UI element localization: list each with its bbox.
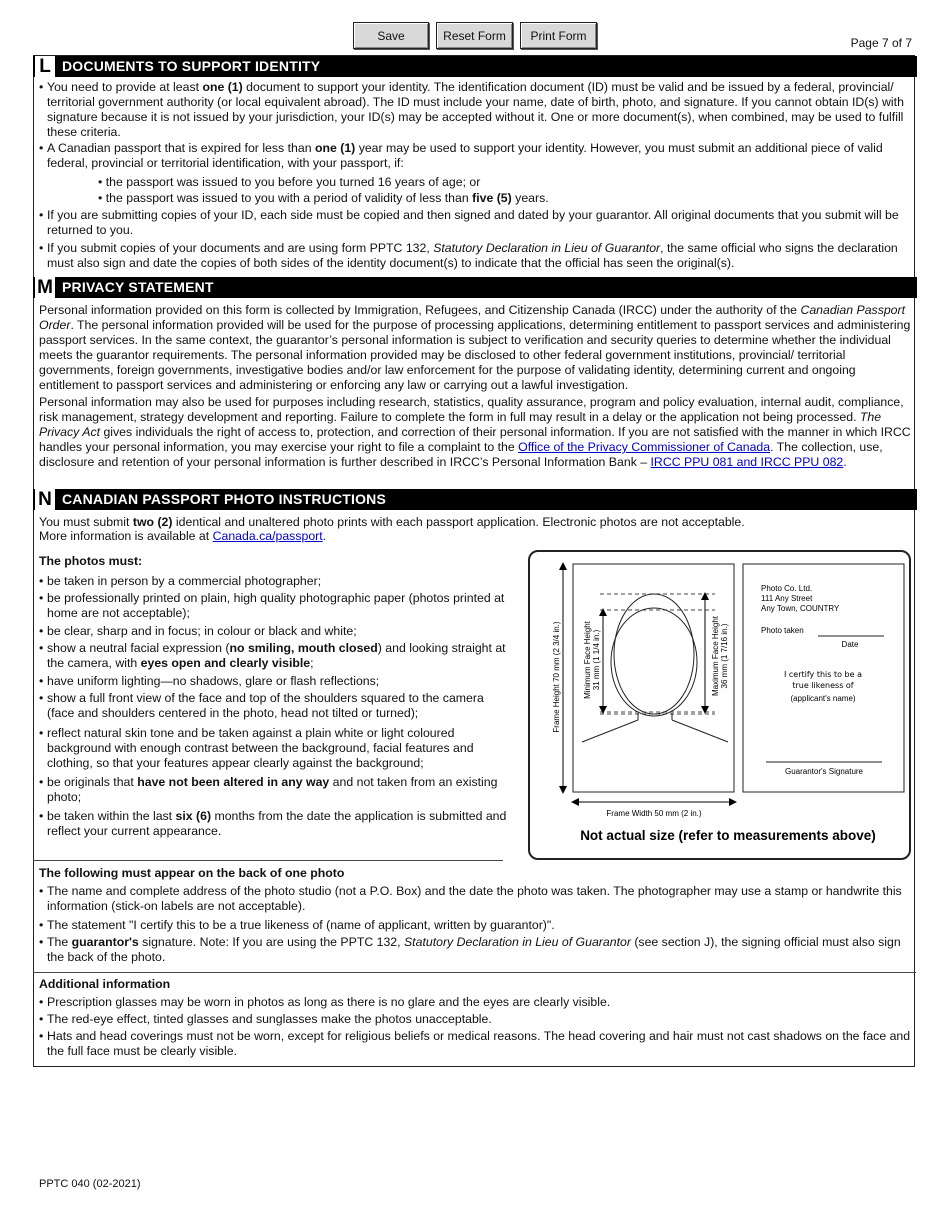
section-l-header [33,56,917,77]
section-letter: M [35,277,55,298]
photo-intro-2: More information is available at Canada.ca/passport. [39,529,327,543]
photo-intro: You must submit two (2) identical and unaltered photo prints with each passport application. Electronic photos are not acceptable. [39,515,745,529]
list-item: • the passport was issued to you before you turned 16 years of age; or [98,175,481,189]
reset-form-button[interactable]: Reset Form [436,22,513,49]
list-item: • If you are submitting copies of your ID, each side must be copied and then signed and dated by your guarantor. All original documents that you submit will be returned to you. [39,208,899,237]
divider [33,972,916,973]
form-code: PPTC 040 (02-2021) [39,1178,141,1190]
list-item: • The guarantor's signature. Note: If you are using the PPTC 132, Statutory Declaration in Lieu of Guarantor (see section J), the signing official must also sign the back of the photo. [39,935,901,964]
list-item: • have uniform lighting—no shadows, glare or flash reflections; [39,674,380,688]
list-item: • The red-eye effect, tinted glasses and sunglasses make the photos unacceptable. [39,1012,492,1026]
list-item: • be professionally printed on plain, high quality photographic paper (photos printed at home are not acceptable); [39,591,505,620]
photos-must-heading: The photos must: [39,554,143,568]
privacy-paragraph-2: Personal information may also be used for purposes including research, statistics, quality assurance, program and policy evaluation, internal audit, compliance, risk management, strategy development and reporting. Failure to complete the form in full may result in a delay or the application not being processed. The Privacy Act gives individuals the right of access to, protection, and correction of their personal information. If you are not satisfied with the manner in which IRCC handles your personal information, you may exercise your right to file a complaint to the Office of the Privacy Commissioner of Canada. The collection, use, disclosure and retention of your personal information is further described in IRCC’s Personal Information Bank – IRCC PPU 081 and IRCC PPU 082. [39,395,911,469]
list-item: • Prescription glasses may be worn in photos as long as there is no glare and the eyes are clearly visible. [39,995,611,1009]
list-item: • the passport was issued to you with a period of validity of less than five (5) years. [98,191,549,205]
applicant-name-label: (applicant's name) [790,694,856,703]
section-m-header [33,277,917,298]
min-face-label-1: Minimum Face Height [583,621,592,699]
list-item: • A Canadian passport that is expired for less than one (1) year may be used to support your identity. However, you must submit an additional piece of valid federal, provincial or territorial identification, with your passport, if: [39,141,883,170]
section-letter: N [35,489,55,510]
photo-diagram [528,550,911,860]
privacy-commissioner-link[interactable]: Office of the Privacy Commissioner of Canada [518,440,771,454]
page-number: Page 7 of 7 [850,36,912,50]
list-item: • If you submit copies of your documents and are using form PPTC 132, Statutory Declaration in Lieu of Guarantor, the same official who signs the declaration must also sign and date the copies of both sides of the identity document(s) to indicate that the official has seen the original(s). [39,241,898,270]
section-title: PRIVACY STATEMENT [62,279,214,295]
max-face-label-2: 36 mm (1 7/16 in.) [720,623,729,689]
list-item: • You need to provide at least one (1) document to support your identity. The identification document (ID) must be valid and be issued by a federal, provincial/ territorial government authority (or local equivalent abroad). The ID must include your name, date of birth, photo, and signature. If you cannot obtain ID(s) with signature because it is not issued by your jurisdiction, your ID(s) may be accepted without it. One or more document(s), when combined, may be used to fulfill these criteria. [39,80,904,139]
list-item: • be taken in person by a commercial photographer; [39,574,322,588]
section-n-header [33,489,917,510]
back-of-photo-heading: The following must appear on the back of one photo [39,866,345,880]
section-letter: L [35,56,55,77]
min-face-label-2: 31 mm (1 1/4 in.) [592,629,601,691]
guarantor-signature-label: Guarantor's Signature [784,767,864,776]
frame-width-label: Frame Width 50 mm (2 in.) [606,809,702,818]
additional-info-heading: Additional information [39,977,171,991]
date-label: Date [841,640,859,649]
section-title: CANADIAN PASSPORT PHOTO INSTRUCTIONS [62,491,387,507]
list-item: • be clear, sharp and in focus; in colour or black and white; [39,624,357,638]
section-title: DOCUMENTS TO SUPPORT IDENTITY [62,58,321,74]
studio-name: Photo Co. Ltd. [761,584,813,593]
divider [33,860,503,861]
privacy-paragraph-1: Personal information provided on this form is collected by Immigration, Refugees, and Citizenship Canada (IRCC) under the authority of the Canadian Passport Order. The personal information provided will be used for the purpose of processing applications, determining entitlement to passport services and administering passport services. In the same context, the guarantor’s personal information is subject to verification and security queries to determine whether the individual meets the guarantor requirements. The personal information provided may be disclosed to other federal government institutions, provincial/ territorial governments, foreign governments, investigative bodies and/or law enforcement for the purpose of validating identity, determining current and ongoing entitlement to passport services and administering or enforcing any law or carrying out a lawful investigation. [39,303,911,392]
certify-line-2: true likeness of [792,681,854,690]
list-item: • reflect natural skin tone and be taken against a plain white or light coloured background with enough contrast between the background, facial features and clothing, so that your features appear clearly against the background; [39,726,474,770]
save-button[interactable]: Save [353,22,429,49]
list-item: • show a full front view of the face and top of the shoulders squared to the camera (face and shoulders centered in the photo, head not tilted or turned); [39,691,484,720]
list-item: • The statement "I certify this to be a true likeness of (name of applicant, written by guarantor)". [39,918,555,932]
list-item: • be originals that have not been altered in any way and not taken from an existing photo; [39,775,498,804]
canada-passport-link[interactable]: Canada.ca/passport [212,529,323,543]
max-face-label-1: Maximum Face Height [711,615,720,697]
studio-town: Any Town, COUNTRY [761,604,840,613]
certify-line-1: I certify this to be a [784,670,862,679]
diagram-caption: Not actual size (refer to measurements above) [580,828,876,843]
list-item: • be taken within the last six (6) months from the date the application is submitted and reflect your current appearance. [39,809,507,838]
studio-street: 111 Any Street [761,594,813,603]
list-item: • show a neutral facial expression (no smiling, mouth closed) and looking straight at the camera, with eyes open and clearly visible; [39,641,506,670]
print-form-button[interactable]: Print Form [520,22,597,49]
frame-height-label: Frame Height 70 mm (2 3/4 in.) [552,621,561,733]
photo-taken-label: Photo taken [761,626,804,635]
photo-diagram-drawing [530,552,909,858]
ircc-ppu-link[interactable]: IRCC PPU 081 and IRCC PPU 082 [650,455,844,469]
list-item: • The name and complete address of the photo studio (not a P.O. Box) and the date the photo was taken. The photographer may use a stamp or handwrite this information (stick-on labels are not acceptable). [39,884,902,913]
list-item: • Hats and head coverings must not be worn, except for religious beliefs or medical reasons. The head covering and hair must not cast shadows on the face and the full face must be clearly visible. [39,1029,911,1058]
